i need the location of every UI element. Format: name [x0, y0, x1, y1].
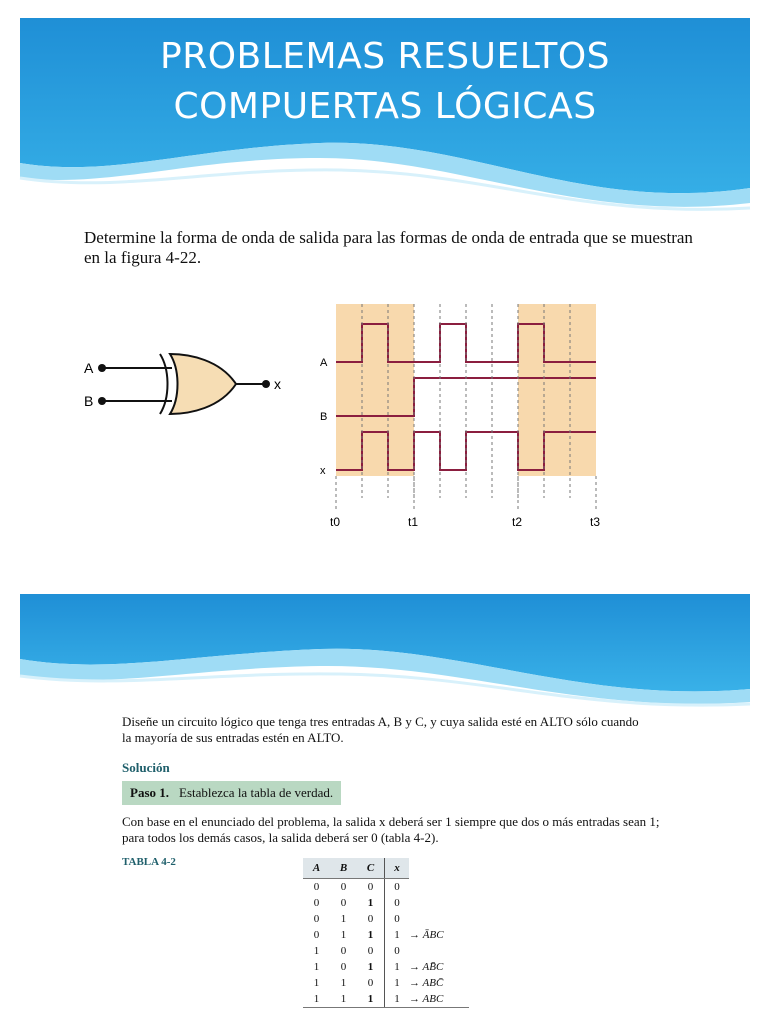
table-cell: 1: [367, 961, 374, 973]
minterm-cell: [409, 895, 469, 911]
table-cell: 1: [385, 927, 410, 943]
table-cell: 1: [367, 929, 374, 941]
table-cell: 1: [385, 991, 410, 1008]
problem-1-text: Determine la forma de onda de salida para las formas de onda de entrada que se muestran en la figura 4-22.: [84, 228, 693, 267]
timing-shade-region: [518, 304, 596, 476]
table-row: [303, 991, 469, 1008]
table-label: TABLA 4-2: [122, 856, 176, 868]
title-line-2: COMPUERTAS LÓGICAS: [173, 86, 597, 127]
solution-heading: Solución: [122, 760, 170, 775]
table-cell: 0: [367, 881, 374, 893]
output-terminal: [262, 380, 270, 388]
explanation-text: Con base en el enunciado del problema, la salida x deberá ser 1 siempre que dos o más entradas sean 1; para todos los demás casos, la salida deberá ser 0 (tabla 4-2).: [122, 814, 660, 845]
signal-label-x: x: [320, 465, 326, 477]
table-row: [303, 895, 469, 911]
table-row: [303, 975, 469, 991]
table-row: [303, 927, 469, 943]
table-cell: 1: [340, 913, 347, 925]
table-cell: 0: [340, 945, 347, 957]
table-cell: 1: [330, 991, 357, 1008]
minterm-cell: [409, 943, 469, 959]
table-cell: 1: [340, 977, 347, 989]
table-cell: 1: [303, 991, 330, 1008]
table-cell: 1: [340, 929, 347, 941]
step-label: Paso 1.: [130, 785, 169, 800]
signal-label-a: A: [320, 357, 328, 369]
table-cell: 0: [313, 929, 320, 941]
input-a-label: A: [84, 360, 94, 376]
table-cell: 1: [313, 961, 320, 973]
time-marker-t0: t0: [330, 515, 341, 529]
table-row: [303, 879, 469, 896]
table-header-b: B: [330, 858, 357, 879]
table-cell: 1: [385, 959, 410, 975]
step-1-box: [122, 781, 341, 805]
table-row: [303, 943, 469, 959]
minterm-cell: [409, 879, 469, 896]
table-cell: 0: [385, 943, 410, 959]
table-cell: 0: [367, 913, 374, 925]
table-row: [303, 911, 469, 927]
table-cell: 0: [340, 961, 347, 973]
timing-diagram: [300, 298, 620, 538]
slide-1-title: [20, 32, 750, 132]
signal-label-b: B: [320, 411, 328, 423]
table-cell: 0: [385, 911, 410, 927]
input-b-label: B: [84, 393, 94, 409]
minterm-cell: → ABC̄: [409, 977, 444, 989]
table-header-spacer: [409, 858, 469, 879]
table-header-a: A: [303, 858, 330, 879]
time-marker-t3: t3: [590, 515, 601, 529]
table-cell: 0: [367, 945, 374, 957]
table-cell: 1: [357, 991, 385, 1008]
time-marker-t1: t1: [408, 515, 419, 529]
table-cell: 0: [313, 897, 320, 909]
minterm-cell: → AB̄C: [409, 961, 444, 973]
xor-circuit-diagram: [80, 348, 280, 438]
minterm-cell: → ĀBC: [409, 929, 444, 941]
table-cell: 1: [313, 977, 320, 989]
minterm-cell: [409, 911, 469, 927]
timing-shade-region: [336, 304, 414, 476]
slide-2: [20, 594, 750, 1024]
title-line-1: PROBLEMAS RESUELTOS: [159, 36, 611, 77]
xor-gate-icon: [170, 354, 236, 414]
table-cell: 0: [313, 881, 320, 893]
table-cell: 0: [313, 913, 320, 925]
table-cell: 0: [367, 977, 374, 989]
table-cell: 0: [340, 897, 347, 909]
truth-table: [303, 858, 469, 1008]
table-cell: 1: [313, 945, 320, 957]
table-cell: 0: [385, 879, 410, 896]
table-cell: 0: [385, 895, 410, 911]
time-marker-t2: t2: [512, 515, 523, 529]
minterm-cell: → ABC: [409, 991, 469, 1008]
slide-1: [20, 18, 750, 563]
slide-2-banner: [20, 594, 750, 709]
table-cell: 1: [367, 897, 374, 909]
step-text: Establezca la tabla de verdad.: [179, 785, 334, 800]
table-cell: 0: [340, 881, 347, 893]
table-row: [303, 959, 469, 975]
output-label: x: [274, 376, 281, 392]
table-cell: 1: [385, 975, 410, 991]
table-header-c: C: [357, 858, 385, 879]
table-header-x: x: [385, 858, 410, 879]
problem-2-text: Diseñe un circuito lógico que tenga tres entradas A, B y C, y cuya salida esté en ALTO sólo cuando la mayoría de sus entradas estén en ALTO.: [122, 714, 639, 745]
